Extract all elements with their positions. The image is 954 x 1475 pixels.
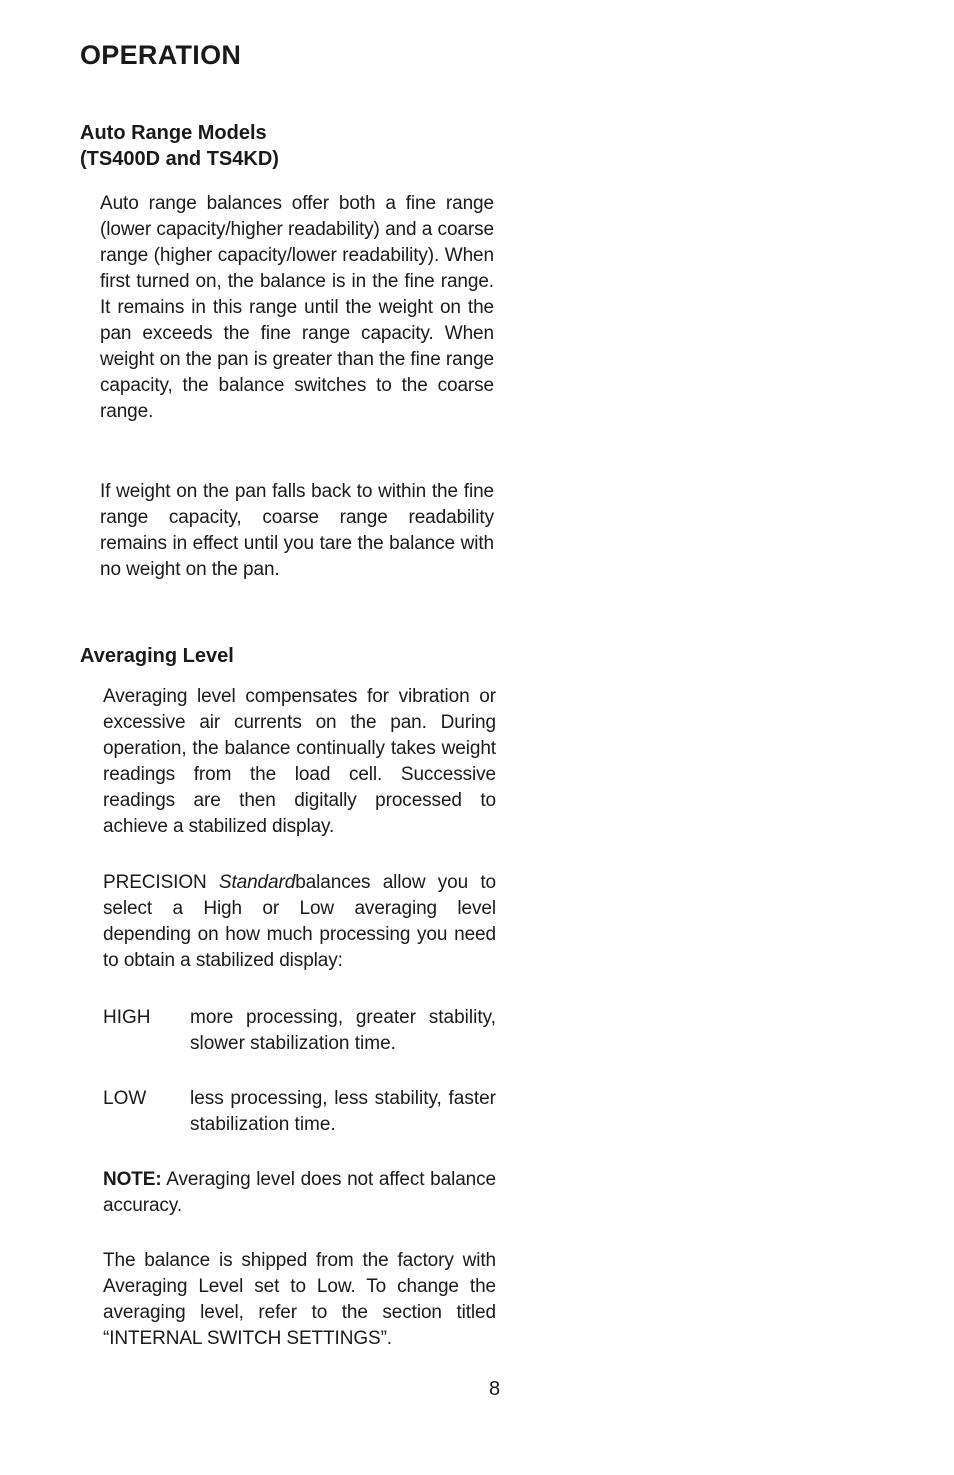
- note-text: Averaging level does not affect balance accuracy.: [103, 1169, 496, 1216]
- level-description: more processing, greater stability, slower stabilization time.: [190, 1007, 496, 1054]
- averaging-paragraph-3: The balance is shipped from the factory with Averaging Level set to Low. To change the averaging level, refer to the section titled “INTERNAL SWITCH SETTINGS”.: [103, 1250, 496, 1349]
- averaging-paragraph-1: Averaging level compensates for vibration or excessive air currents on the pan. During operation, the balance continually takes weight readings from the load cell. Successive readings are then digitally processed to achieve a stabilized display.: [103, 686, 496, 837]
- averaging-paragraph-2: [103, 870, 496, 974]
- precision-label: PRECISION: [103, 872, 219, 893]
- note-paragraph: [103, 1167, 496, 1219]
- page-title: OPERATION: [80, 40, 242, 70]
- auto-range-paragraph-2: If weight on the pan falls back to within the fine range capacity, coarse range readability remains in effect until you tare the balance with no weight on the pan.: [100, 481, 494, 580]
- level-term: LOW: [103, 1088, 147, 1109]
- auto-range-heading: [80, 120, 279, 172]
- auto-range-paragraph-1: Auto range balances offer both a fine range (lower capacity/higher readability) and a coarse range (higher capacity/lower readability). When first turned on, the balance is in the fine range. It remains in this range until the weight on the pan exceeds the fine range capacity. When weight on the pan is greater than the fine range capacity, the balance switches to the coarse range.: [100, 193, 494, 422]
- level-description: less processing, less stability, faster stabilization time.: [190, 1088, 496, 1135]
- note-label: NOTE:: [103, 1169, 162, 1190]
- auto-range-heading-line1: Auto Range Models: [80, 122, 267, 144]
- averaging-paragraph-2-rest: balances allow you to select a High or Low averaging level depending on how much processing you need to obtain a stabilized display:: [103, 872, 496, 971]
- level-term: HIGH: [103, 1007, 151, 1028]
- auto-range-heading-line2: (TS400D and TS4KD): [80, 148, 279, 170]
- averaging-level-heading: Averaging Level: [80, 645, 234, 667]
- standard-italic: Standard: [218, 872, 296, 893]
- page-number: 8: [489, 1378, 501, 1400]
